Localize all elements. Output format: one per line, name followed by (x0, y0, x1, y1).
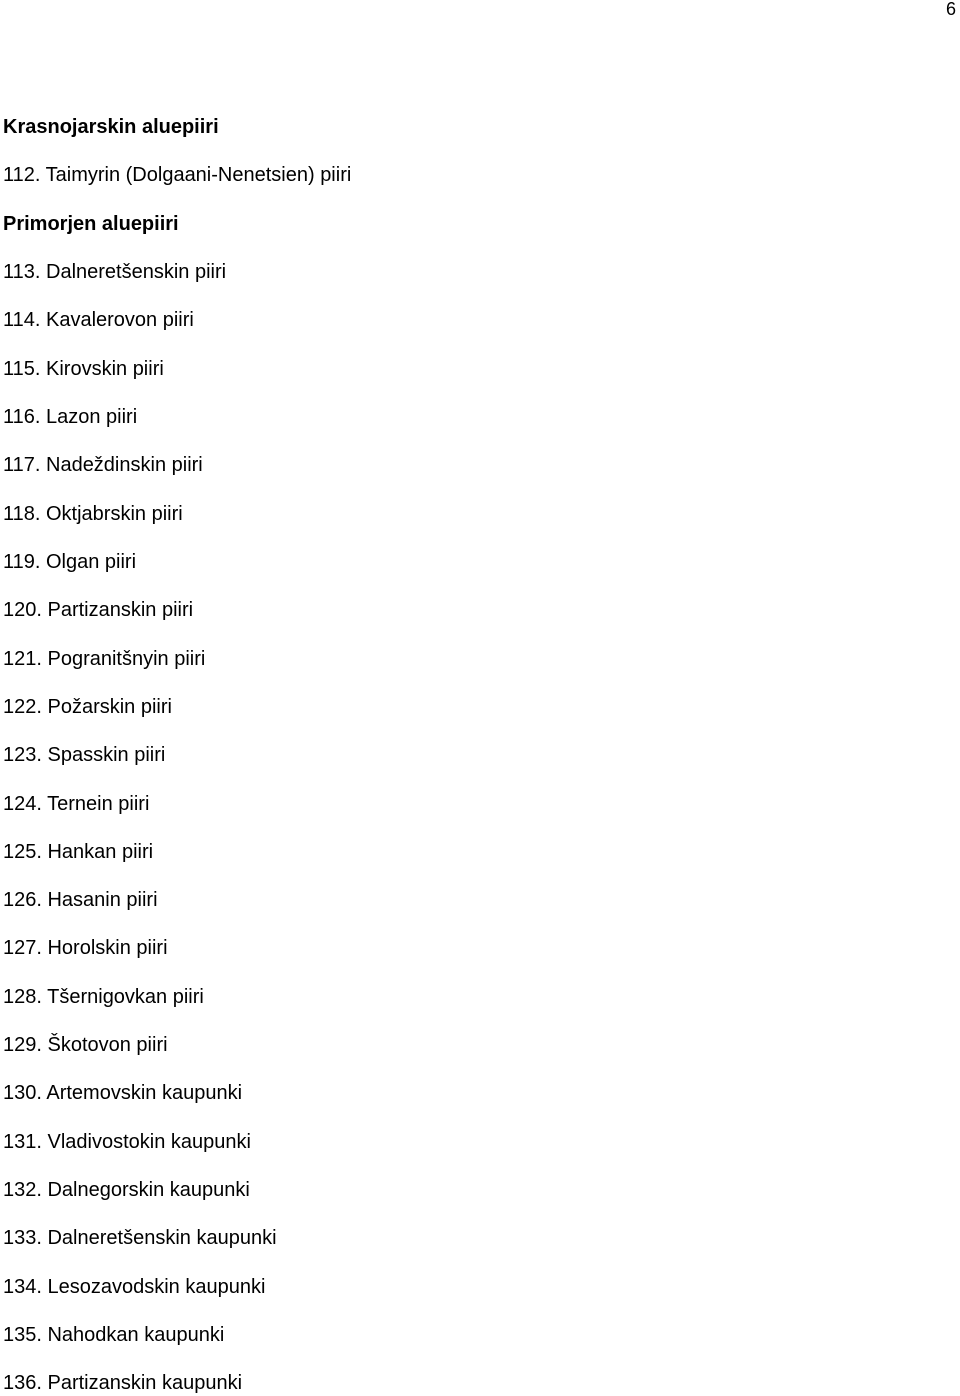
list-item: 129. Škotovon piiri (3, 1034, 168, 1056)
list-item: 119. Olgan piiri (3, 551, 137, 573)
list-item: 132. Dalnegorskin kaupunki (3, 1179, 250, 1201)
list-item: 135. Nahodkan kaupunki (3, 1324, 225, 1346)
list-item: 133. Dalneretšenskin kaupunki (3, 1227, 277, 1249)
list-item: 112. Taimyrin (Dolgaani-Nenetsien) piiri (3, 164, 352, 186)
list-item: 118. Oktjabrskin piiri (3, 503, 183, 525)
list-item: 126. Hasanin piiri (3, 889, 158, 911)
list-item: 117. Nadeždinskin piiri (3, 454, 203, 476)
list-item: 114. Kavalerovon piiri (3, 309, 194, 331)
list-item: 125. Hankan piiri (3, 841, 154, 863)
list-item: 120. Partizanskin piiri (3, 599, 194, 621)
list-item: 121. Pogranitšnyin piiri (3, 648, 206, 670)
list-item: 131. Vladivostokin kaupunki (3, 1131, 251, 1153)
list-item: 113. Dalneretšenskin piiri (3, 261, 227, 283)
list-item: 122. Požarskin piiri (3, 696, 172, 718)
list-item: 115. Kirovskin piiri (3, 358, 164, 380)
section-heading: Krasnojarskin aluepiiri (3, 116, 219, 138)
page-number: 6 (945, 0, 956, 19)
list-item: 123. Spasskin piiri (3, 744, 166, 766)
list-item: 128. Tšernigovkan piiri (3, 986, 204, 1008)
section-heading: Primorjen aluepiiri (3, 213, 179, 235)
list-item: 134. Lesozavodskin kaupunki (3, 1276, 266, 1298)
list-item: 124. Ternein piiri (3, 793, 150, 815)
list-item: 116. Lazon piiri (3, 406, 138, 428)
list-item: 127. Horolskin piiri (3, 937, 168, 959)
list-item: 130. Artemovskin kaupunki (3, 1082, 243, 1104)
list-item: 136. Partizanskin kaupunki (3, 1372, 243, 1394)
